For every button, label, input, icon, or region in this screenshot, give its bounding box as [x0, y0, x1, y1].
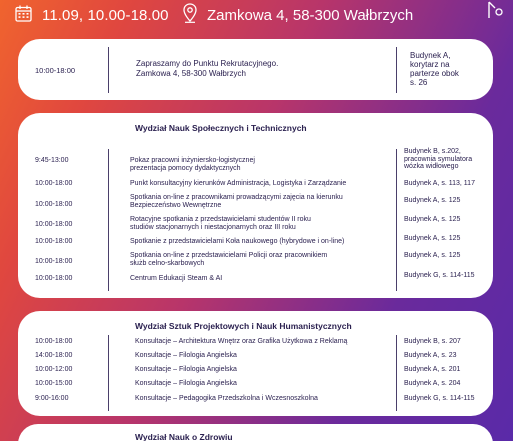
section-card-social-technical — [18, 113, 493, 298]
event-date: 11.09, 10.00-18.00 — [42, 7, 169, 24]
divider-left — [108, 149, 109, 291]
row-location: Budynek A, s. 201 — [404, 366, 461, 373]
row-description: Konsultacje – Pedagogika Przedszkolna i Wczesnoszkolna — [135, 395, 318, 402]
row-time: 10:00-18:00 — [35, 338, 73, 345]
row-location: Budynek B, s.202, pracownia symulatora wózka widłowego — [404, 148, 473, 170]
section-title: Wydział Nauk o Zdrowiu — [135, 432, 233, 441]
row-location: Budynek A, s. 125 — [404, 197, 461, 204]
intro-card — [18, 39, 493, 100]
row-time: 14:00-18:00 — [35, 352, 73, 359]
intro-location: Budynek A, korytarz na parterze obok s. 26 — [410, 51, 459, 87]
section-title: Wydział Nauk Społecznych i Technicznych — [135, 123, 307, 133]
row-description: Pokaz pracowni inżyniersko-logistycznej prezentacja pomocy dydaktycznych — [130, 157, 255, 172]
divider-right — [396, 149, 397, 291]
event-address: Zamkowa 4, 58-300 Wałbrzych — [207, 7, 414, 24]
row-location: Budynek A, s. 204 — [404, 380, 461, 387]
row-time: 10:00-18:00 — [35, 201, 73, 208]
row-location: Budynek A, s. 23 — [404, 352, 457, 359]
row-location: Budynek A, s. 125 — [404, 252, 461, 259]
row-description: Rotacyjne spotkania z przedstawicielami studentów II roku studiów stacjonarnych i niestacjonarnych oraz III roku — [130, 216, 311, 231]
row-time: 10:00-18:00 — [35, 258, 73, 265]
divider-left — [108, 47, 109, 93]
divider-right — [396, 335, 397, 411]
row-location: Budynek A, s. 125 — [404, 216, 461, 223]
intro-description: Zapraszamy do Punktu Rekrutacyjnego. Zamkowa 4, 58-300 Wałbrzych — [136, 59, 279, 78]
row-location: Budynek G, s. 114-115 — [404, 395, 475, 402]
section-card-health — [18, 424, 493, 441]
row-time: 9:45-13:00 — [35, 157, 69, 164]
divider-left — [108, 335, 109, 411]
divider-right — [396, 47, 397, 93]
row-location: Budynek B, s. 207 — [404, 338, 461, 345]
row-time: 10:00-18:00 — [35, 238, 73, 245]
row-description: Spotkania on-line z pracownikami prowadzącymi zajęcia na kierunku Bezpieczeństwo Wewnętrzne — [130, 194, 343, 209]
row-description: Spotkanie z przedstawicielami Koła naukowego (hybrydowe i on-line) — [130, 238, 345, 245]
section-card-arts-humanities — [18, 311, 493, 416]
map-pin-icon — [183, 3, 197, 23]
row-description: Centrum Edukacji Steam & AI — [130, 275, 223, 282]
row-time: 10:00-15:00 — [35, 380, 73, 387]
row-time: 10:00-18:00 — [35, 180, 73, 187]
intro-time: 10:00-18:00 — [35, 66, 76, 75]
row-time: 10:00-12:00 — [35, 366, 73, 373]
section-title: Wydział Sztuk Projektowych i Nauk Humanistycznych — [135, 321, 352, 331]
row-description: Konsultacje – Filologia Angielska — [135, 366, 237, 373]
row-description: Konsultacje – Filologia Angielska — [135, 352, 237, 359]
event-header — [0, 0, 513, 34]
row-location: Budynek G, s. 114-115 — [404, 272, 475, 279]
row-description: Spotkania on-line z przedstawicielami Policji oraz pracownikiem służb celno-skarbowych — [130, 252, 328, 267]
row-time: 9:00-16:00 — [35, 395, 69, 402]
row-location: Budynek A, s. 125 — [404, 235, 461, 242]
decorative-mark-icon — [485, 0, 505, 22]
calendar-icon — [15, 5, 32, 22]
row-description: Punkt konsultacyjny kierunków Administracja, Logistyka i Zarządzanie — [130, 180, 347, 187]
row-description: Konsultacje – Architektura Wnętrz oraz Grafika Użytkowa z Reklamą — [135, 338, 348, 345]
row-location: Budynek A, s. 113, 117 — [404, 180, 475, 187]
row-time: 10:00-18:00 — [35, 221, 73, 228]
row-description: Konsultacje – Filologia Angielska — [135, 380, 237, 387]
row-time: 10:00-18:00 — [35, 275, 73, 282]
